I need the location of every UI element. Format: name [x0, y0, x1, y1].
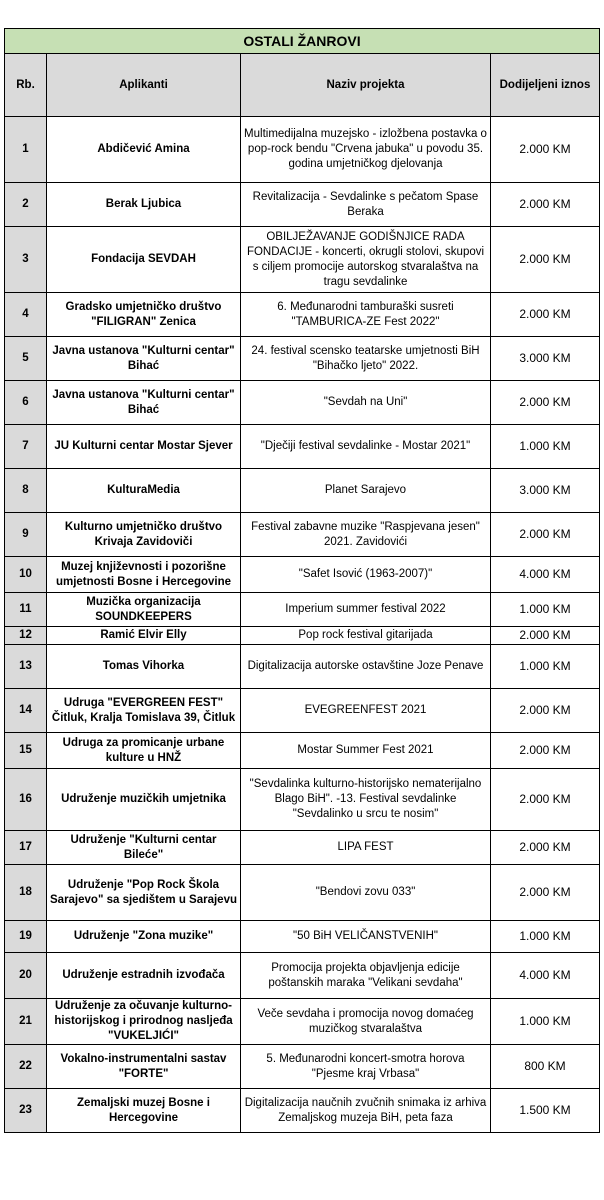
table-row	[5, 999, 600, 1045]
row-project: OBILJEŽAVANJE GODIŠNJICE RADA FONDACIJE - koncerti, okrugli stolovi, skupovi s ciljem promocije autorskog stvaralaštva na tragu sevdalinke	[241, 227, 491, 293]
row-amount: 2.000 KM	[491, 381, 600, 425]
row-number: 12	[5, 627, 47, 645]
row-project: "Sevdalinka kulturno-historijsko nematerijalno Blago BiH". -13. Festival sevdalinke "Sevdalinko u srcu te nosim"	[241, 769, 491, 831]
row-number: 4	[5, 293, 47, 337]
row-number: 14	[5, 689, 47, 733]
row-applicant: Gradsko umjetničko društvo "FILIGRAN" Zenica	[47, 293, 241, 337]
row-applicant: Kulturno umjetničko društvo Krivaja Zavidoviči	[47, 513, 241, 557]
row-applicant: Abdičević Amina	[47, 117, 241, 183]
row-project: Digitalizacija naučnih zvučnih snimaka iz arhiva Zemaljskog muzeja BiH, peta faza	[241, 1089, 491, 1133]
table-row	[5, 293, 600, 337]
row-number: 18	[5, 865, 47, 921]
row-applicant: Zemaljski muzej Bosne i Hercegovine	[47, 1089, 241, 1133]
row-applicant: Udruženje muzičkih umjetnika	[47, 769, 241, 831]
table-row	[5, 513, 600, 557]
row-project: 5. Međunarodni koncert-smotra horova "Pjesme kraj Vrbasa"	[241, 1045, 491, 1089]
row-project: EVEGREENFEST 2021	[241, 689, 491, 733]
row-number: 5	[5, 337, 47, 381]
row-amount: 1.500 KM	[491, 1089, 600, 1133]
row-project: "Sevdah na Uni"	[241, 381, 491, 425]
row-applicant: Ramić Elvir Elly	[47, 627, 241, 645]
table-row	[5, 381, 600, 425]
table-row	[5, 689, 600, 733]
table-row	[5, 831, 600, 865]
row-applicant: Udruženje "Pop Rock Škola Sarajevo" sa sjedištem u Sarajevu	[47, 865, 241, 921]
table-row	[5, 593, 600, 627]
row-number: 7	[5, 425, 47, 469]
row-amount: 2.000 KM	[491, 227, 600, 293]
row-amount: 2.000 KM	[491, 689, 600, 733]
row-number: 21	[5, 999, 47, 1045]
row-applicant: KulturaMedia	[47, 469, 241, 513]
row-project: Multimedijalna muzejsko - izložbena postavka o pop-rock bendu "Crvena jabuka" u povodu 35. godina umjetničkog djelovanja	[241, 117, 491, 183]
table-header-row	[5, 54, 600, 117]
row-amount: 2.000 KM	[491, 183, 600, 227]
table-row	[5, 469, 600, 513]
row-number: 2	[5, 183, 47, 227]
row-applicant: JU Kulturni centar Mostar Sjever	[47, 425, 241, 469]
row-applicant: Fondacija SEVDAH	[47, 227, 241, 293]
row-applicant: Udruženje za očuvanje kulturno-historijskog i prirodnog nasljeđa "VUKELJIĆI"	[47, 999, 241, 1045]
row-amount: 1.000 KM	[491, 921, 600, 953]
row-project: Mostar Summer Fest 2021	[241, 733, 491, 769]
row-project: "Safet Isović (1963-2007)"	[241, 557, 491, 593]
row-amount: 2.000 KM	[491, 293, 600, 337]
table-row	[5, 921, 600, 953]
row-applicant: Javna ustanova "Kulturni centar" Bihać	[47, 337, 241, 381]
row-number: 8	[5, 469, 47, 513]
row-project: 6. Međunarodni tamburaški susreti "TAMBURICA-ZE Fest 2022"	[241, 293, 491, 337]
table-row	[5, 1045, 600, 1089]
grants-table	[4, 28, 600, 1133]
header-rb: Rb.	[5, 54, 47, 117]
row-number: 3	[5, 227, 47, 293]
row-project: Digitalizacija autorske ostavštine Joze Penave	[241, 645, 491, 689]
row-project: 24. festival scensko teatarske umjetnosti BiH "Bihačko ljeto" 2022.	[241, 337, 491, 381]
row-applicant: Udruga "EVERGREEN FEST" Čitluk, Kralja Tomislava 39, Čitluk	[47, 689, 241, 733]
table-title-row	[5, 29, 600, 54]
row-number: 13	[5, 645, 47, 689]
table-row	[5, 953, 600, 999]
row-amount: 2.000 KM	[491, 831, 600, 865]
row-amount: 2.000 KM	[491, 865, 600, 921]
row-number: 1	[5, 117, 47, 183]
table-row	[5, 769, 600, 831]
table-row	[5, 865, 600, 921]
table-body	[5, 117, 600, 1133]
row-project: Promocija projekta objavljenja edicije poštanskih maraka "Velikani sevdaha"	[241, 953, 491, 999]
row-amount: 1.000 KM	[491, 999, 600, 1045]
row-applicant: Muzička organizacija SOUNDKEEPERS	[47, 593, 241, 627]
row-amount: 2.000 KM	[491, 513, 600, 557]
table-row	[5, 645, 600, 689]
row-amount: 2.000 KM	[491, 627, 600, 645]
row-applicant: Udruženje "Kulturni centar Bileće"	[47, 831, 241, 865]
row-amount: 1.000 KM	[491, 425, 600, 469]
row-applicant: Berak Ljubica	[47, 183, 241, 227]
row-project: Veče sevdaha i promocija novog domaćeg muzičkog stvaralaštva	[241, 999, 491, 1045]
table-title: OSTALI ŽANROVI	[5, 29, 600, 54]
row-amount: 4.000 KM	[491, 557, 600, 593]
row-amount: 800 KM	[491, 1045, 600, 1089]
row-number: 6	[5, 381, 47, 425]
row-number: 10	[5, 557, 47, 593]
row-applicant: Tomas Vihorka	[47, 645, 241, 689]
row-number: 16	[5, 769, 47, 831]
row-amount: 3.000 KM	[491, 337, 600, 381]
row-amount: 1.000 KM	[491, 645, 600, 689]
row-project: "Bendovi zovu 033"	[241, 865, 491, 921]
row-amount: 2.000 KM	[491, 733, 600, 769]
table-row	[5, 227, 600, 293]
row-project: Imperium summer festival 2022	[241, 593, 491, 627]
row-applicant: Vokalno-instrumentalni sastav "FORTE"	[47, 1045, 241, 1089]
row-project: Pop rock festival gitarijada	[241, 627, 491, 645]
row-number: 9	[5, 513, 47, 557]
row-applicant: Udruženje "Zona muzike"	[47, 921, 241, 953]
row-project: Planet Sarajevo	[241, 469, 491, 513]
row-amount: 2.000 KM	[491, 769, 600, 831]
table-row	[5, 425, 600, 469]
table-row	[5, 1089, 600, 1133]
table-row	[5, 557, 600, 593]
row-applicant: Udruga za promicanje urbane kulture u HNŽ	[47, 733, 241, 769]
table-row	[5, 733, 600, 769]
header-applicant: Aplikanti	[47, 54, 241, 117]
row-applicant: Udruženje estradnih izvođača	[47, 953, 241, 999]
row-project: "Dječiji festival sevdalinke - Mostar 2021"	[241, 425, 491, 469]
row-amount: 4.000 KM	[491, 953, 600, 999]
row-project: Revitalizacija - Sevdalinke s pečatom Spase Beraka	[241, 183, 491, 227]
table-row	[5, 627, 600, 645]
row-amount: 3.000 KM	[491, 469, 600, 513]
table-row	[5, 117, 600, 183]
row-number: 19	[5, 921, 47, 953]
row-project: LIPA FEST	[241, 831, 491, 865]
table-row	[5, 183, 600, 227]
row-number: 20	[5, 953, 47, 999]
row-number: 11	[5, 593, 47, 627]
row-project: "50 BiH VELIČANSTVENIH"	[241, 921, 491, 953]
header-amount: Dodijeljeni iznos	[491, 54, 600, 117]
row-applicant: Javna ustanova "Kulturni centar" Bihać	[47, 381, 241, 425]
row-number: 23	[5, 1089, 47, 1133]
table-row	[5, 337, 600, 381]
row-amount: 2.000 KM	[491, 117, 600, 183]
row-number: 17	[5, 831, 47, 865]
row-number: 22	[5, 1045, 47, 1089]
row-applicant: Muzej književnosti i pozorišne umjetnosti Bosne i Hercegovine	[47, 557, 241, 593]
row-number: 15	[5, 733, 47, 769]
header-project: Naziv projekta	[241, 54, 491, 117]
row-amount: 1.000 KM	[491, 593, 600, 627]
row-project: Festival zabavne muzike "Raspjevana jesen" 2021. Zavidovići	[241, 513, 491, 557]
